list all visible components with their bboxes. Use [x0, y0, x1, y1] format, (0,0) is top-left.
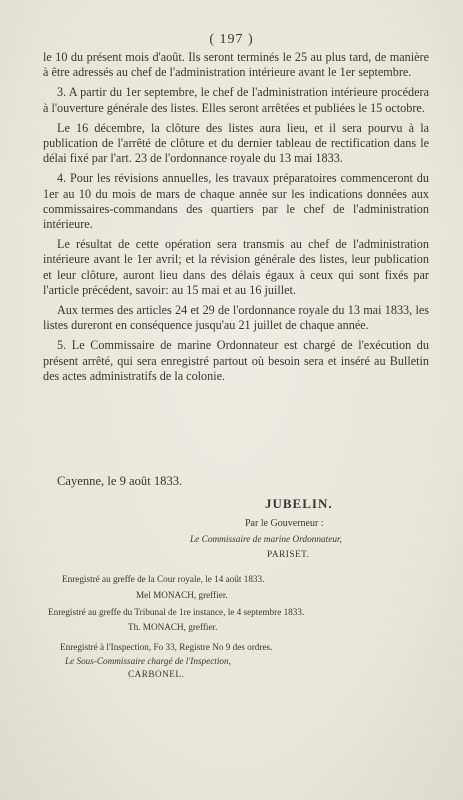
registration-cour-royale: Enregistré au greffe de la Cour royale, le 14 août 1833. — [62, 574, 265, 584]
paragraph-resultat: Le résultat de cette opération sera transmis au chef de l'administration intérieure avant le 1er avril; et la révision générale des listes, leur publication et leur clôture, auront lieu dans des délais égaux à ceux qui sont fixés par l'article précédent, savoir: au 15 mai et au 16 juillet. — [43, 237, 429, 297]
governor-signature: JUBELIN. — [265, 496, 333, 511]
paragraph-cloture: Le 16 décembre, la clôture des listes aura lieu, et il sera pourvu à la publication de l'arrêté de clôture et du dernier tableau de rectification dans le délai fixé par l'art. 23 de l'ordonnance royale du 13 mai 1833. — [43, 120, 429, 166]
registration-tribunal: Enregistré au greffe du Tribunal de 1re instance, le 4 septembre 1833. — [48, 607, 305, 617]
paragraph-article-5: 5. Le Commissaire de marine Ordonnateur est chargé de l'exécution du présent arrêté, qui sera enregistré partout où besoin sera et inséré au Bulletin des actes administratifs de la colonie. — [43, 338, 429, 383]
greffier-name-1: Mel MONACH, greffier. — [136, 590, 228, 600]
date-line: Cayenne, le 9 août 1833. — [57, 474, 183, 488]
document-body — [43, 50, 429, 389]
paragraph-aux-termes: Aux termes des articles 24 et 29 de l'ordonnance royale du 13 mai 1833, les listes dureront en conséquence jusqu'au 21 juillet de chaque année. — [43, 303, 429, 333]
paragraph-article-4: 4. Pour les révisions annuelles, les travaux préparatoires commenceront du 1er au 10 du mois de mars de chaque année sur les indications données aux commissaires-commandans des quartiers par le chef de l'administration intérieure. — [43, 171, 429, 232]
par-le-gouverneur: Par le Gouverneur : — [245, 518, 324, 529]
paragraph-article-3: 3. A partir du 1er septembre, le chef de l'administration intérieure procédera à l'ouverture générale des listes. Elles seront arrêtées et publiées le 15 octobre. — [43, 85, 429, 115]
commissaire-name: PARISET. — [267, 550, 310, 560]
page-number: ( 197 ) — [209, 32, 254, 47]
inspector-name: CARBONEL. — [128, 669, 185, 679]
paragraph-continuation: le 10 du présent mois d'août. Ils seront terminés le 25 au plus tard, de manière à être adressés au chef de l'administration intérieure avant le 1er septembre. — [43, 50, 429, 80]
registration-inspection: Enregistré à l'Inspection, Fo 33, Registre No 9 des ordres. — [60, 642, 273, 652]
greffier-name-2: Th. MONACH, greffier. — [128, 622, 218, 632]
commissaire-title: Le Commissaire de marine Ordonnateur, — [190, 535, 342, 545]
sous-commissaire-title: Le Sous-Commissaire chargé de l'Inspection, — [65, 656, 231, 666]
